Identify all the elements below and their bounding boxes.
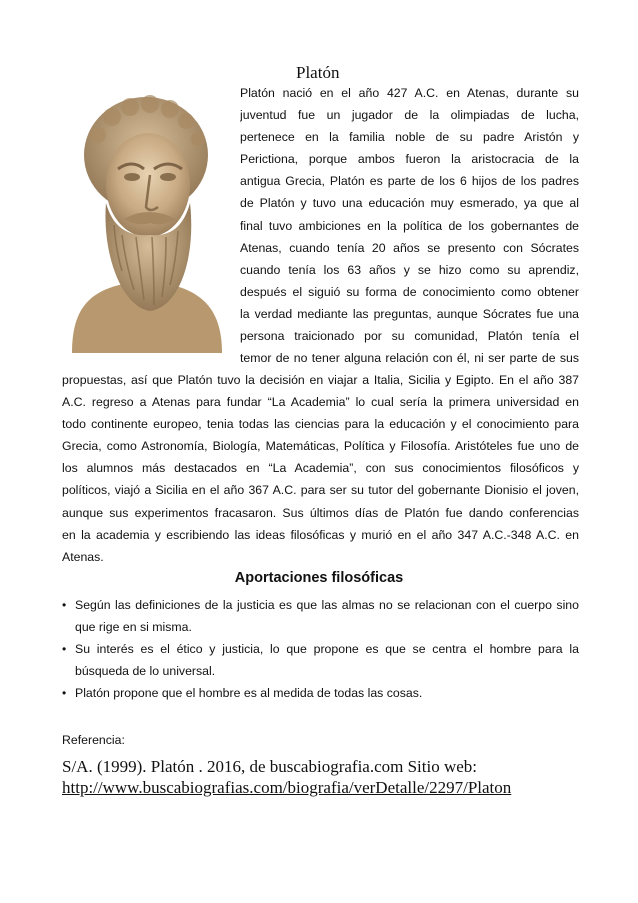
bio-line: en la academia y escribiendo las ideas filosóficas y murió en el año 347 A.C.-348 A.C. en: [62, 527, 579, 542]
bio-line: temor de no tener alguna relación con él, ni ser parte de sus: [240, 351, 579, 366]
bio-line: aunque sus experimentos fracasaron. Sus últimos días de Platón fue dando conferencias: [62, 505, 579, 520]
bio-line: cuando tenía los 63 años y se hizo como su aprendiz,: [240, 262, 579, 277]
section-title-contributions: Aportaciones filosóficas: [234, 570, 404, 586]
contributions-list: [62, 594, 579, 704]
plato-bust-portrait: [62, 85, 230, 353]
bullet-line: que rige en si misma.: [75, 620, 192, 635]
bullet-line: Según las definiciones de la justicia es que las almas no se relacionan con el cuerpo sino: [75, 598, 579, 612]
citation-text: S/A. (1999). Platón . 2016, de buscabiografia.com Sitio web:: [62, 757, 478, 776]
bullet-item: [62, 682, 579, 704]
bio-line: Platón nació en el año 427 A.C. en Atenas, durante su: [240, 86, 579, 100]
bio-line: de Platón y tuvo una educación muy esmerado, ya que al: [240, 196, 579, 211]
bio-line: Atenas.: [62, 549, 104, 564]
bullet-line: Su interés es el ético y justicia, lo que propone es que se centra el hombre para la: [75, 642, 579, 657]
bio-line: antigua Grecia, Platón es parte de los 6 hijos de los padres: [240, 174, 579, 189]
bio-line: juventud fue un jugador de la olimpiadas de lucha,: [240, 108, 579, 123]
bio-line: A.C. regreso a Atenas para fundar “La Academia” lo cual sería la primera universidad en: [62, 395, 579, 410]
bullet-dot-icon: •: [62, 598, 67, 612]
bio-line: Atenas, cuando tenía 20 años se presento con Sócrates: [240, 240, 579, 255]
bio-line: final tuvo ambiciones en la política de los gobernantes de: [240, 218, 579, 233]
bio-line: persona traicionado por su comunidad, Platón tenía el: [240, 329, 579, 344]
bullet-line: Platón propone que el hombre es al medida de todas las cosas.: [75, 686, 423, 701]
bullet-item: [62, 594, 579, 638]
bio-line: después el siguió su forma de conocimiento como obtener: [240, 284, 579, 299]
biography-intro-wrapped: [240, 82, 579, 369]
bio-line: políticos, viajó a Sicilia en el año 367 A.C. para ser su tutor del gobernante Dionisio el joven,: [62, 483, 579, 498]
bio-line: propuestas, así que Platón tuvo la decisión en viajar a Italia, Sicilia y Egipto. En el año 387: [62, 373, 579, 387]
bio-line: los alumnos más destacados en “La Academia”, con sus conocimientos filosóficos y: [62, 461, 579, 476]
bullet-item: [62, 638, 579, 682]
reference-label: Referencia:: [62, 733, 125, 747]
bullet-line: búsqueda de lo universal.: [75, 664, 216, 679]
bio-line: todo continente europeo, tenia todas las ciencias para la educación y el conocimiento para: [62, 417, 579, 432]
bio-line: Grecia, como Astronomía, Biología, Matemáticas, Política y Filosofía. Aristóteles fue uno de: [62, 439, 579, 454]
citation: [62, 756, 582, 798]
bullet-dot-icon: •: [62, 686, 67, 701]
page-title: Platón: [296, 63, 340, 82]
bullet-dot-icon: •: [62, 642, 67, 657]
citation-link[interactable]: http://www.buscabiografias.com/biografia/verDetalle/2297/Platon: [62, 778, 512, 797]
bio-line: la verdad mediante las preguntas, aunque Sócrates fue una: [240, 306, 579, 321]
bio-line: Perictiona, porque ambos fueron la aristocracia de la: [240, 152, 579, 167]
biography-continued: [62, 369, 579, 568]
bio-line: pertenece en la familia noble de su padre Aristón y: [240, 130, 579, 145]
